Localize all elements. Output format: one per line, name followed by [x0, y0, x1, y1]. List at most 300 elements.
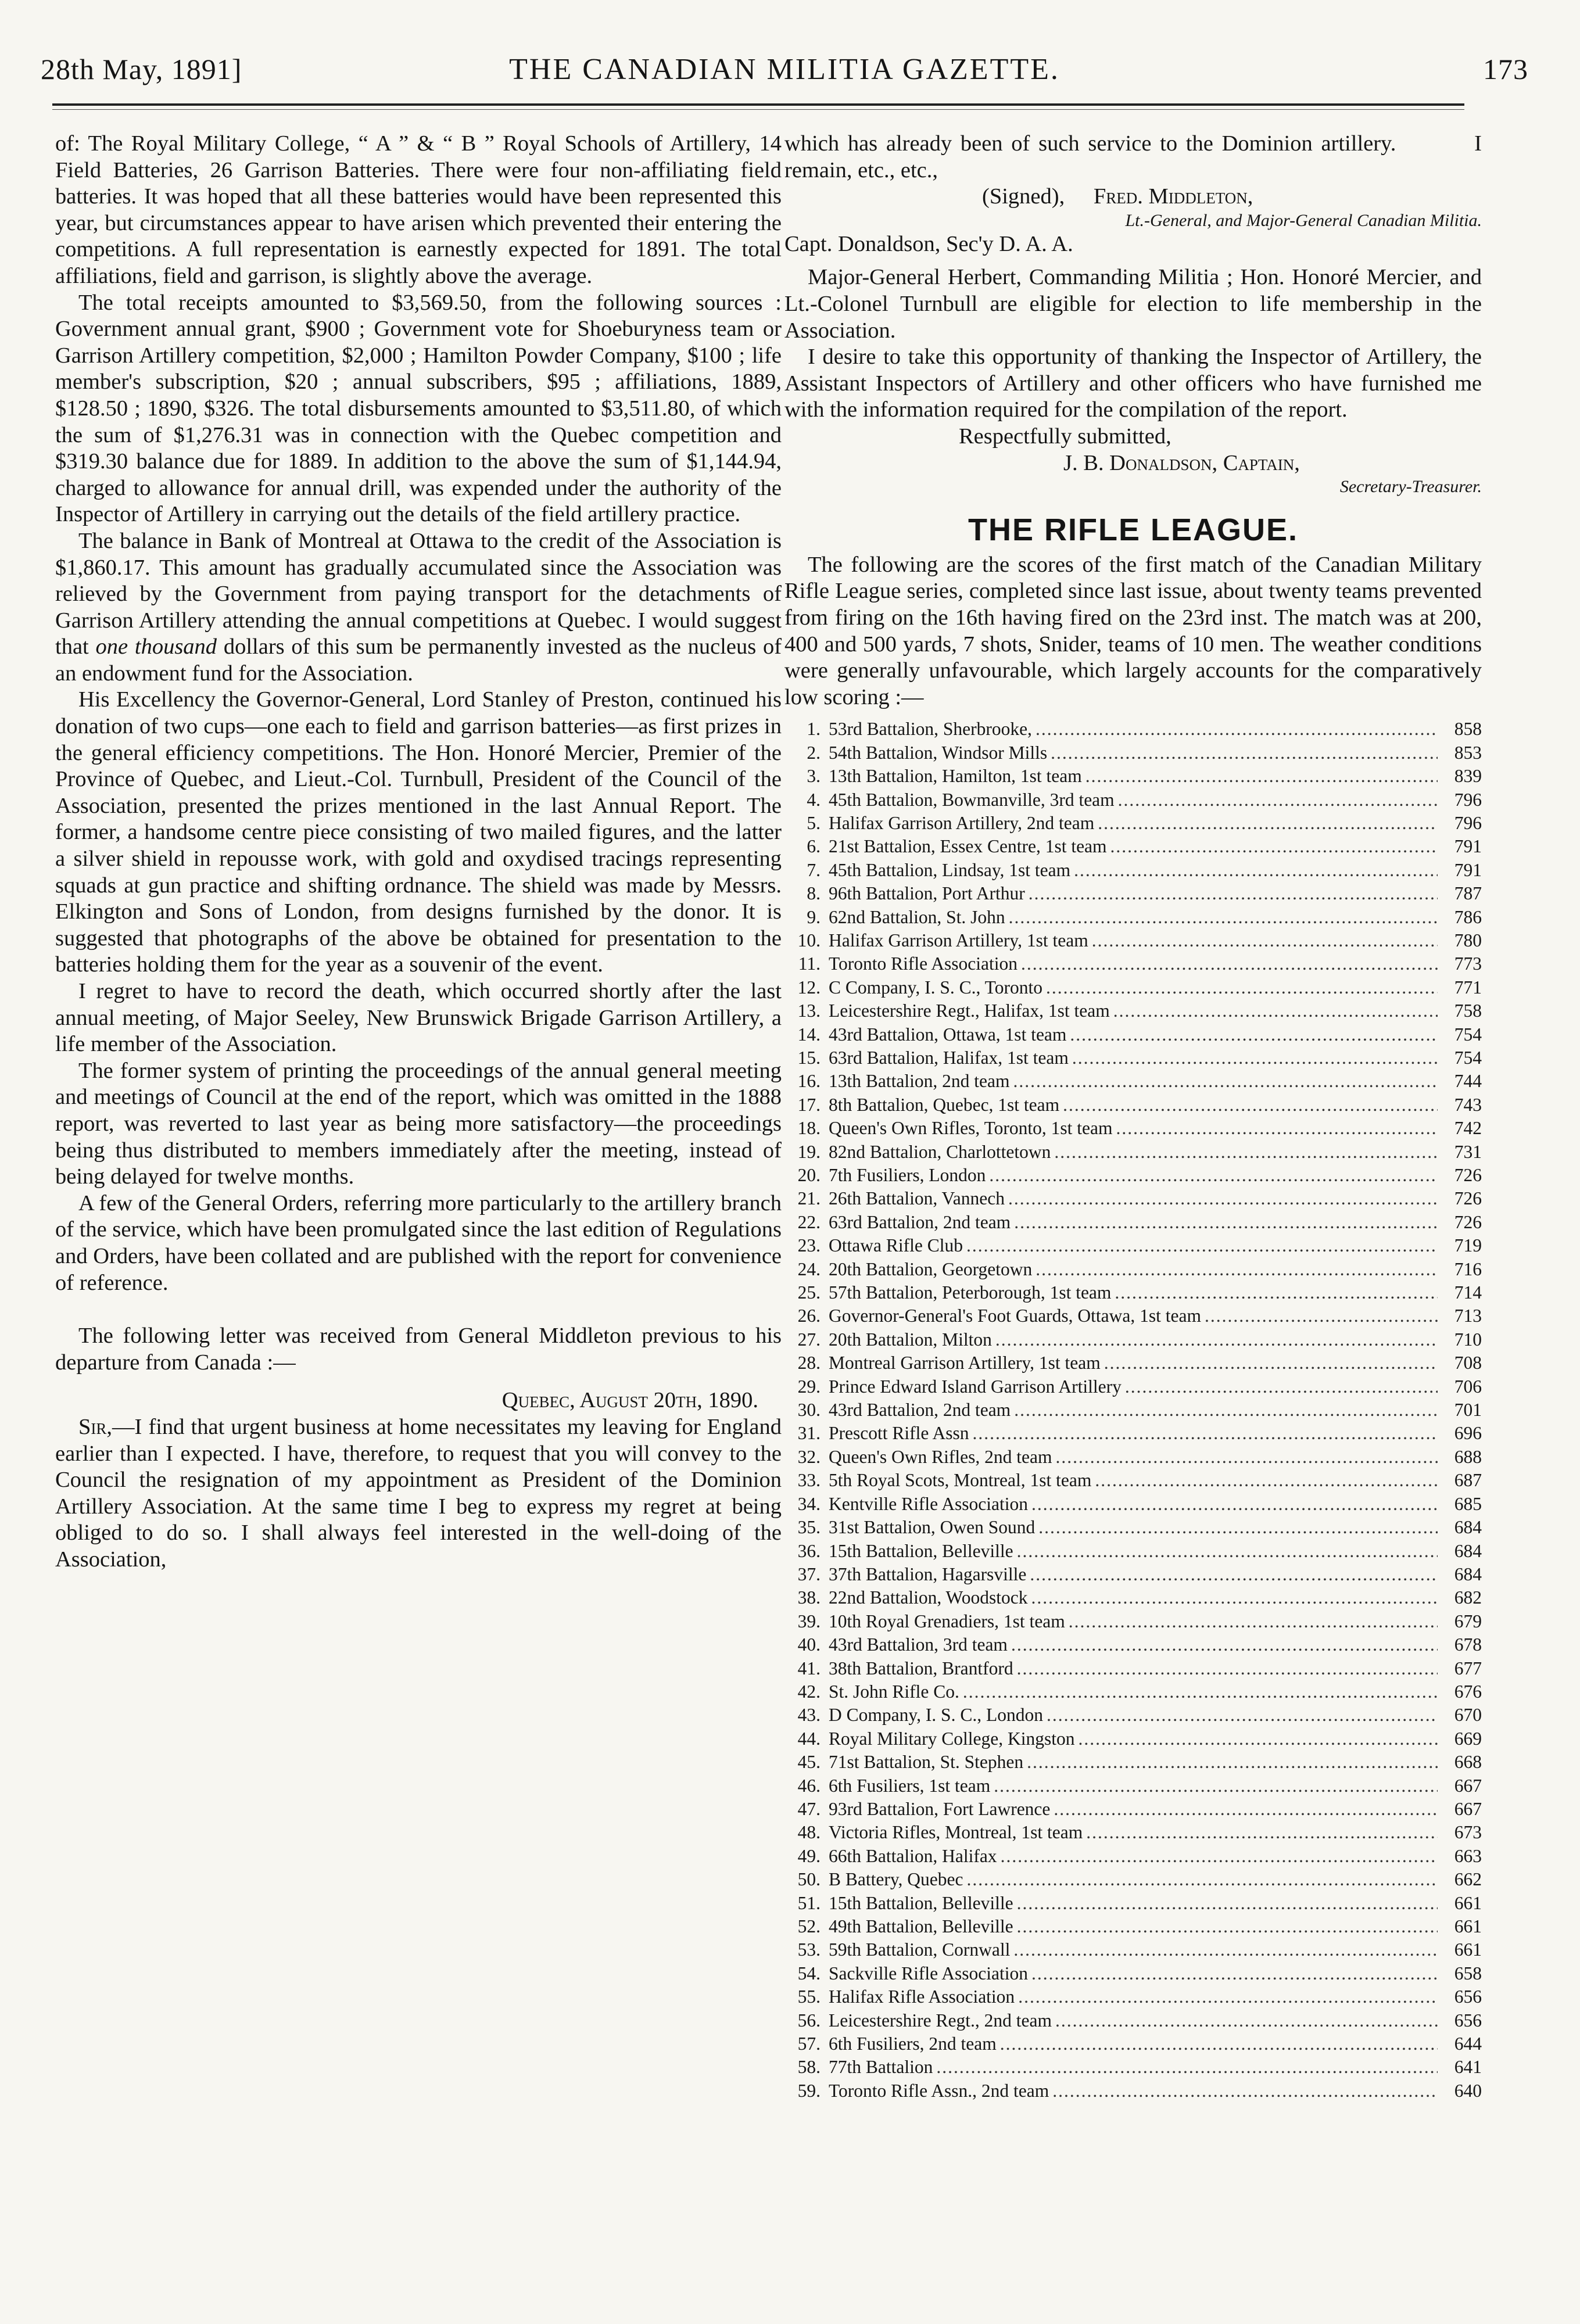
team-score: 716	[1454, 1258, 1482, 1279]
score-row	[784, 1868, 1482, 1891]
score-row	[784, 1938, 1482, 1961]
rifle-league-intro: The following are the scores of the first match of the Canadian Military Rifle League series, completed since last issue, about twenty teams prevented from firing on the 16th having fired on the 23rd inst. The match was at 200, 400 and 500 yards, 7 shots, Snider, teams of 10 men. The weather conditions were generally unfavourable, which largely accounts for the comparatively low scoring :—	[784, 552, 1482, 709]
team-name: 63rd Battalion, Halifax, 1st team	[829, 1047, 1069, 1068]
rank-number: 26.	[797, 1306, 821, 1326]
rank-number: 18.	[797, 1118, 821, 1139]
leader-dots	[1095, 1469, 1438, 1492]
team-score: 662	[1454, 1869, 1482, 1890]
team-score: 682	[1454, 1587, 1482, 1608]
signature-line	[784, 184, 1482, 210]
rank-number: 3.	[807, 766, 821, 787]
score-row	[784, 1234, 1482, 1257]
team-score: 786	[1454, 906, 1482, 927]
rank-number: 22.	[797, 1211, 821, 1232]
paragraph: of: The Royal Military College, “ A ” & “ B ” Royal Schools of Artillery, 14 Field Batteries, 26 Garrison Batteries. There were four non-affiliating field batteries. It was hoped that all these batteries would have been represented this year, but circumstances appear to have arisen which prevented their entering the competitions. A full representation is earnestly expected for 1891. The total affiliations, field and garrison, is slightly above the average.	[55, 131, 782, 288]
rank-number: 14.	[797, 1024, 821, 1045]
score-row	[784, 1985, 1482, 2009]
leader-dots	[1069, 1610, 1438, 1633]
team-score: 668	[1454, 1752, 1482, 1773]
rank-number: 38.	[797, 1587, 821, 1608]
rank-number: 34.	[797, 1493, 821, 1514]
score-row	[784, 1469, 1482, 1492]
rank-number: 16.	[797, 1071, 821, 1092]
rank-number: 44.	[797, 1728, 821, 1749]
team-score: 656	[1454, 1986, 1482, 2007]
team-name: 8th Battalion, Quebec, 1st team	[829, 1094, 1060, 1115]
leader-dots	[1013, 1938, 1438, 1961]
team-score: 726	[1454, 1211, 1482, 1232]
team-score: 644	[1454, 2033, 1482, 2054]
leader-dots	[1116, 1117, 1438, 1140]
team-name: 21st Battalion, Essex Centre, 1st team	[829, 836, 1107, 857]
team-score: 708	[1454, 1353, 1482, 1373]
leader-dots	[1070, 1023, 1438, 1046]
score-row	[784, 1774, 1482, 1798]
score-row	[784, 1915, 1482, 1938]
leader-dots	[1052, 2079, 1438, 2103]
score-row	[784, 1563, 1482, 1586]
leader-dots	[1110, 835, 1438, 858]
paragraph: The following letter was received from General Middleton previous to his departure from Canada :—	[55, 1324, 782, 1375]
leader-dots	[994, 1774, 1438, 1798]
team-name: Victoria Rifles, Montreal, 1st team	[829, 1822, 1083, 1843]
leader-dots	[1047, 1703, 1438, 1727]
page-header	[41, 52, 1528, 99]
rank-number: 2.	[807, 742, 821, 763]
team-name: 15th Battalion, Belleville	[829, 1892, 1013, 1913]
spacer	[55, 1376, 782, 1387]
team-score: 640	[1454, 2080, 1482, 2101]
leader-dots	[1098, 812, 1438, 835]
leader-dots	[1104, 1351, 1438, 1375]
leader-dots	[1014, 1398, 1438, 1422]
team-score: 796	[1454, 812, 1482, 833]
rank-number: 21.	[797, 1188, 821, 1209]
team-name: St. John Rifle Co.	[829, 1681, 959, 1702]
team-name: 31st Battalion, Owen Sound	[829, 1517, 1036, 1538]
team-score: 787	[1454, 883, 1482, 904]
score-row	[784, 1398, 1482, 1422]
rank-number: 32.	[797, 1446, 821, 1467]
paragraph: The former system of printing the proceedings of the annual general meeting and meetings of Council at the end of the report, which was omitted in the 1888 report, was reverted to last year as being more satisfactory—the proceedings being thus distributed to members immediately after the meeting, instead of being delayed for twelve months.	[55, 1058, 782, 1189]
rank-number: 4.	[807, 789, 821, 810]
team-score: 710	[1454, 1329, 1482, 1350]
submission-line: Respectfully submitted,	[959, 424, 1171, 449]
team-name: 54th Battalion, Windsor Mills	[829, 742, 1048, 763]
team-name: 45th Battalion, Lindsay, 1st team	[829, 859, 1071, 880]
score-row	[784, 1351, 1482, 1375]
team-name: Kentville Rifle Association	[829, 1493, 1028, 1514]
left-column	[55, 131, 782, 1573]
team-name: 66th Battalion, Halifax	[829, 1845, 997, 1866]
team-score: 658	[1454, 1963, 1482, 1984]
score-row	[784, 1821, 1482, 1844]
score-row	[784, 2056, 1482, 2079]
score-row	[784, 999, 1482, 1023]
paragraph-text: The balance in Bank of Montreal at Ottawa to the credit of the Association is $1,860.17. This amount has gradually accumulated since the Association was relieved by the Government from paying transport for the detachments of Garrison Artillery attending the annual competitions at Quebec. I would suggest that	[55, 528, 782, 659]
team-score: 678	[1454, 1634, 1482, 1655]
team-name: 37th Battalion, Hagarsville	[829, 1563, 1027, 1584]
spacer	[55, 1296, 782, 1323]
team-name: D Company, I. S. C., London	[829, 1705, 1043, 1726]
rank-number: 41.	[797, 1658, 821, 1679]
team-name: Halifax Garrison Artillery, 1st team	[829, 930, 1088, 951]
rank-number: 9.	[807, 906, 821, 927]
rank-number: 17.	[797, 1094, 821, 1115]
team-score: 706	[1454, 1376, 1482, 1397]
team-name: 43rd Battalion, Ottawa, 1st team	[829, 1024, 1067, 1045]
team-name: 7th Fusiliers, London	[829, 1165, 986, 1185]
team-name: 45th Battalion, Bowmanville, 3rd team	[829, 789, 1115, 810]
leader-dots	[966, 1234, 1438, 1257]
team-score: 858	[1454, 719, 1482, 740]
scores-table	[784, 718, 1482, 2103]
team-score: 641	[1454, 2057, 1482, 2078]
leader-dots	[1018, 1985, 1438, 2009]
leader-dots	[989, 1164, 1438, 1187]
paragraph-text: which has already been of such service to the Dominion artillery.	[784, 131, 1396, 156]
team-score: 701	[1454, 1400, 1482, 1421]
team-name: 71st Battalion, St. Stephen	[829, 1752, 1024, 1773]
rank-number: 20.	[797, 1165, 821, 1185]
leader-dots	[1021, 952, 1438, 975]
team-name: Queen's Own Rifles, Toronto, 1st team	[829, 1118, 1113, 1139]
rank-number: 27.	[797, 1329, 821, 1350]
score-row	[784, 906, 1482, 929]
team-score: 663	[1454, 1845, 1482, 1866]
team-name: 53rd Battalion, Sherbrooke,	[829, 719, 1032, 740]
team-score: 677	[1454, 1658, 1482, 1679]
leader-dots	[1027, 1751, 1438, 1774]
team-name: Sackville Rifle Association	[829, 1963, 1028, 1984]
rank-number: 23.	[797, 1235, 821, 1256]
rank-number: 30.	[797, 1400, 821, 1421]
team-score: 696	[1454, 1423, 1482, 1444]
team-score: 661	[1454, 1892, 1482, 1913]
rank-number: 45.	[797, 1752, 821, 1773]
score-row	[784, 1633, 1482, 1656]
team-name: 63rd Battalion, 2nd team	[829, 1211, 1011, 1232]
score-row	[784, 741, 1482, 765]
rank-number: 11.	[798, 953, 821, 974]
score-row	[784, 1375, 1482, 1398]
rank-number: 24.	[797, 1258, 821, 1279]
team-name: Queen's Own Rifles, 2nd team	[829, 1446, 1052, 1467]
score-row	[784, 2009, 1482, 2032]
leader-dots	[963, 1680, 1438, 1703]
paragraph: A few of the General Orders, referring more particularly to the artillery branch of the service, which have been promulgated since the last edition of Regulations and Orders, have been collated and are published with the report for convenience of reference.	[55, 1190, 782, 1295]
team-score: 796	[1454, 789, 1482, 810]
team-name: 77th Battalion	[829, 2057, 933, 2078]
team-score: 670	[1454, 1705, 1482, 1726]
leader-dots	[1063, 1093, 1438, 1117]
rank-number: 39.	[797, 1611, 821, 1631]
team-score: 679	[1454, 1611, 1482, 1631]
signer-name: Fred. Middleton,	[1093, 184, 1253, 209]
team-name: Leicestershire Regt., 2nd team	[829, 2010, 1052, 2031]
spacer	[784, 257, 1482, 264]
team-name: Toronto Rifle Assn., 2nd team	[829, 2080, 1049, 2101]
team-score: 742	[1454, 1118, 1482, 1139]
team-name: C Company, I. S. C., Toronto	[829, 977, 1042, 998]
leader-dots	[1205, 1304, 1438, 1328]
letter-closing: I remain, etc., etc.,	[784, 131, 1482, 182]
signer-title: Lt.-General, and Major-General Canadian Militia.	[1125, 210, 1482, 230]
team-name: Halifax Garrison Artillery, 2nd team	[829, 812, 1095, 833]
score-row	[784, 882, 1482, 905]
score-row	[784, 1164, 1482, 1187]
leader-dots	[1017, 1540, 1438, 1563]
score-row	[784, 1446, 1482, 1469]
header-rule	[52, 103, 1464, 106]
score-row	[784, 1892, 1482, 1915]
score-row	[784, 1751, 1482, 1774]
leader-dots	[995, 1328, 1438, 1351]
leader-dots	[1078, 1727, 1438, 1751]
team-score: 688	[1454, 1446, 1482, 1467]
team-score: 754	[1454, 1047, 1482, 1068]
score-row	[784, 1304, 1482, 1328]
leader-dots	[1031, 1586, 1438, 1609]
rank-number: 46.	[797, 1775, 821, 1796]
team-name: B Battery, Quebec	[829, 1869, 963, 1890]
leader-dots	[1054, 1141, 1438, 1164]
header-rule-thin	[52, 109, 1464, 110]
team-score: 719	[1454, 1235, 1482, 1256]
team-name: 96th Battalion, Port Arthur	[829, 883, 1025, 904]
team-score: 726	[1454, 1165, 1482, 1185]
rank-number: 19.	[797, 1141, 821, 1162]
score-row	[784, 1281, 1482, 1304]
leader-dots	[1008, 1187, 1438, 1210]
leader-dots	[1054, 1798, 1438, 1821]
score-row	[784, 1657, 1482, 1680]
score-row	[784, 835, 1482, 858]
team-name: 20th Battalion, Georgetown	[829, 1258, 1033, 1279]
score-row	[784, 1258, 1482, 1281]
score-row	[784, 1187, 1482, 1210]
team-name: 6th Fusiliers, 1st team	[829, 1775, 991, 1796]
score-row	[784, 718, 1482, 741]
score-row	[784, 976, 1482, 999]
rank-number: 35.	[797, 1517, 821, 1538]
rank-number: 51.	[797, 1892, 821, 1913]
paragraph	[784, 131, 1482, 184]
rank-number: 48.	[797, 1822, 821, 1843]
leader-dots	[1055, 1446, 1438, 1469]
paragraph: I regret to have to record the death, which occurred shortly after the last annual meeting, of Major Seeley, New Brunswick Brigade Garrison Artillery, a life member of the Association.	[55, 979, 782, 1057]
team-score: 780	[1454, 930, 1482, 951]
team-score: 667	[1454, 1798, 1482, 1819]
score-row	[784, 2032, 1482, 2056]
score-row	[784, 1070, 1482, 1093]
team-score: 684	[1454, 1517, 1482, 1538]
team-name: 49th Battalion, Belleville	[829, 1916, 1013, 1936]
rank-number: 57.	[797, 2033, 821, 2054]
score-row	[784, 1422, 1482, 1445]
team-score: 754	[1454, 1024, 1482, 1045]
rank-number: 29.	[797, 1376, 821, 1397]
team-name: 43rd Battalion, 2nd team	[829, 1400, 1011, 1421]
team-score: 713	[1454, 1306, 1482, 1326]
team-score: 661	[1454, 1916, 1482, 1936]
score-row	[784, 1516, 1482, 1539]
team-name: Toronto Rifle Association	[829, 953, 1018, 974]
score-row	[784, 1023, 1482, 1046]
team-score: 771	[1454, 977, 1482, 998]
rank-number: 50.	[797, 1869, 821, 1890]
leader-dots	[967, 1868, 1438, 1891]
team-name: 43rd Battalion, 3rd team	[829, 1634, 1008, 1655]
team-name: Leicestershire Regt., Halifax, 1st team	[829, 1000, 1110, 1021]
paragraph-text: dollars of this sum be permanently invested as the nucleus of an endowment fund for the Association.	[55, 634, 782, 686]
team-score: 726	[1454, 1188, 1482, 1209]
rank-number: 54.	[797, 1963, 821, 1984]
team-name: 59th Battalion, Cornwall	[829, 1939, 1011, 1960]
leader-dots	[1036, 1258, 1438, 1281]
score-row	[784, 812, 1482, 835]
rank-number: 25.	[797, 1282, 821, 1303]
rank-number: 28.	[797, 1353, 821, 1373]
rank-number: 42.	[797, 1681, 821, 1702]
leader-dots	[1030, 1563, 1438, 1586]
team-name: Royal Military College, Kingston	[829, 1728, 1075, 1749]
team-score: 853	[1454, 742, 1482, 763]
team-score: 839	[1454, 766, 1482, 787]
leader-dots	[1013, 1070, 1438, 1093]
leader-dots	[1011, 1633, 1438, 1656]
team-name: 10th Royal Grenadiers, 1st team	[829, 1611, 1065, 1631]
addressee: Capt. Donaldson, Sec'y D. A. A.	[784, 231, 1073, 256]
score-row	[784, 1845, 1482, 1868]
rank-number: 12.	[797, 977, 821, 998]
leader-dots	[1009, 906, 1438, 929]
rank-number: 6.	[807, 836, 821, 857]
team-name: 5th Royal Scots, Montreal, 1st team	[829, 1470, 1092, 1491]
section-heading: THE RIFLE LEAGUE.	[968, 512, 1298, 548]
team-score: 676	[1454, 1681, 1482, 1702]
leader-dots	[936, 2056, 1438, 2079]
rank-number: 10.	[797, 930, 821, 951]
rank-number: 31.	[797, 1423, 821, 1444]
rank-number: 37.	[797, 1563, 821, 1584]
team-score: 669	[1454, 1728, 1482, 1749]
publication-title: THE CANADIAN MILITIA GAZETTE.	[509, 53, 1060, 86]
rank-number: 1.	[807, 719, 821, 740]
score-row	[784, 1703, 1482, 1727]
team-score: 684	[1454, 1563, 1482, 1584]
submitter-name: J. B. Donaldson, Captain,	[1063, 450, 1300, 475]
paragraph	[55, 528, 782, 687]
leader-dots	[1074, 859, 1438, 882]
team-score: 673	[1454, 1822, 1482, 1843]
team-name: 38th Battalion, Brantford	[829, 1658, 1013, 1679]
score-row	[784, 1540, 1482, 1563]
emphasis-text: one thousand	[95, 634, 217, 659]
team-name: 13th Battalion, 2nd team	[829, 1071, 1010, 1092]
team-score: 791	[1454, 859, 1482, 880]
leader-dots	[1038, 1516, 1438, 1539]
rank-number: 36.	[797, 1540, 821, 1561]
score-row	[784, 2079, 1482, 2103]
salutation: Sir,	[78, 1414, 113, 1439]
leader-dots	[1086, 1821, 1438, 1844]
score-row	[784, 1680, 1482, 1703]
team-name: 26th Battalion, Vannech	[829, 1188, 1005, 1209]
rank-number: 53.	[797, 1939, 821, 1960]
paragraph: The total receipts amounted to $3,569.50, from the following sources : Government annual grant, $900 ; Government vote for Shoeburyness team or Garrison Artillery competition, $2,000 ; Hamilton Powder Company, $100 ; life member's subscription, $20 ; annual subscribers, $95 ; affiliations, 1889, $128.50 ; 1890, $326. The total disbursements amounted to $3,511.80, of which the sum of $1,276.31 was in connection with the Quebec competition and $319.30 balance due for 1889. In addition to the above the sum of $1,144.94, charged to allowance for annual drill, was expended under the authority of the Inspector of Artillery in carrying out the details of the field artillery practice.	[55, 290, 782, 527]
right-column	[784, 131, 1482, 2103]
team-name: 93rd Battalion, Fort Lawrence	[829, 1798, 1051, 1819]
rank-number: 56.	[797, 2010, 821, 2031]
team-score: 791	[1454, 836, 1482, 857]
leader-dots	[1085, 765, 1438, 788]
rank-number: 8.	[807, 883, 821, 904]
team-score: 667	[1454, 1775, 1482, 1796]
team-name: 15th Battalion, Belleville	[829, 1540, 1013, 1561]
score-row	[784, 1046, 1482, 1070]
score-row	[784, 929, 1482, 952]
score-row	[784, 788, 1482, 812]
signed-label: (Signed),	[982, 184, 1065, 209]
rank-number: 49.	[797, 1845, 821, 1866]
letter-dateline: Quebec, August 20th, 1890.	[501, 1388, 758, 1413]
leader-dots	[1072, 1046, 1438, 1070]
leader-dots	[1000, 2032, 1438, 2056]
paragraph: Major-General Herbert, Commanding Militia ; Hon. Honoré Mercier, and Lt.-Colonel Turnbull are eligible for election to life membership in the Association.	[784, 265, 1482, 343]
leader-dots	[1029, 882, 1438, 905]
paragraph: His Excellency the Governor-General, Lord Stanley of Preston, continued his donation of two cups—one each to field and garrison batteries—as first prizes in the general efficiency competitions. The Hon. Honoré Mercier, Premier of the Province of Quebec, and Lieut.-Col. Turnbull, President of the Council of the Association, presented the prizes mentioned in the last Annual Report. The former, a handsome centre piece consisting of two mailed figures, and the latter a silver shield in repousse work, with gold and oxydised tracings representing squads at gun practice and shifting ordnance. The shield was made by Messrs. Elkington and Sons of London, from designs furnished by the donor. It is suggested that photographs of the above be obtained for presentation to the batteries holding them for the year as a souvenir of the event.	[55, 687, 782, 977]
paragraph: I desire to take this opportunity of thanking the Inspector of Artillery, the Assistant Inspectors of Artillery and other officers who have furnished me with the information required for the compilation of the report.	[784, 345, 1482, 422]
team-name: Montreal Garrison Artillery, 1st team	[829, 1353, 1101, 1373]
page-number: 173	[1483, 53, 1528, 85]
rank-number: 52.	[797, 1916, 821, 1936]
leader-dots	[1031, 1962, 1438, 1985]
team-score: 744	[1454, 1071, 1482, 1092]
rank-number: 58.	[797, 2057, 821, 2078]
leader-dots	[973, 1422, 1438, 1445]
team-name: 82nd Battalion, Charlottetown	[829, 1141, 1051, 1162]
score-row	[784, 1962, 1482, 1985]
team-name: Governor-General's Foot Guards, Ottawa, 1st team	[829, 1306, 1201, 1326]
team-name: 22nd Battalion, Woodstock	[829, 1587, 1028, 1608]
rank-number: 59.	[797, 2080, 821, 2101]
score-row	[784, 765, 1482, 788]
score-row	[784, 859, 1482, 882]
submitter-title: Secretary-Treasurer.	[1339, 477, 1482, 497]
score-row	[784, 1727, 1482, 1751]
score-row	[784, 1610, 1482, 1633]
rank-number: 33.	[797, 1470, 821, 1491]
team-score: 656	[1454, 2010, 1482, 2031]
leader-dots	[1115, 1281, 1438, 1304]
leader-dots	[1017, 1657, 1438, 1680]
rank-number: 13.	[797, 1000, 821, 1021]
score-row	[784, 1798, 1482, 1821]
leader-dots	[1113, 999, 1438, 1023]
team-score: 685	[1454, 1493, 1482, 1514]
paragraph-text: —I find that urgent business at home necessitates my leaving for England earlier than I expected. I have, therefore, to request that you will convey to the Council the resignation of my appointment as President of the Dominion Artillery Association. At the same time I beg to express my regret at being obliged to do so. I shall always feel interested in the well-doing of the Association,	[55, 1414, 782, 1572]
team-name: 13th Battalion, Hamilton, 1st team	[829, 766, 1082, 787]
team-score: 773	[1454, 953, 1482, 974]
rank-number: 55.	[797, 1986, 821, 2007]
team-score: 661	[1454, 1939, 1482, 1960]
rank-number: 43.	[797, 1705, 821, 1726]
team-score: 684	[1454, 1540, 1482, 1561]
score-row	[784, 1093, 1482, 1117]
score-row	[784, 1586, 1482, 1609]
leader-dots	[1031, 1493, 1438, 1516]
